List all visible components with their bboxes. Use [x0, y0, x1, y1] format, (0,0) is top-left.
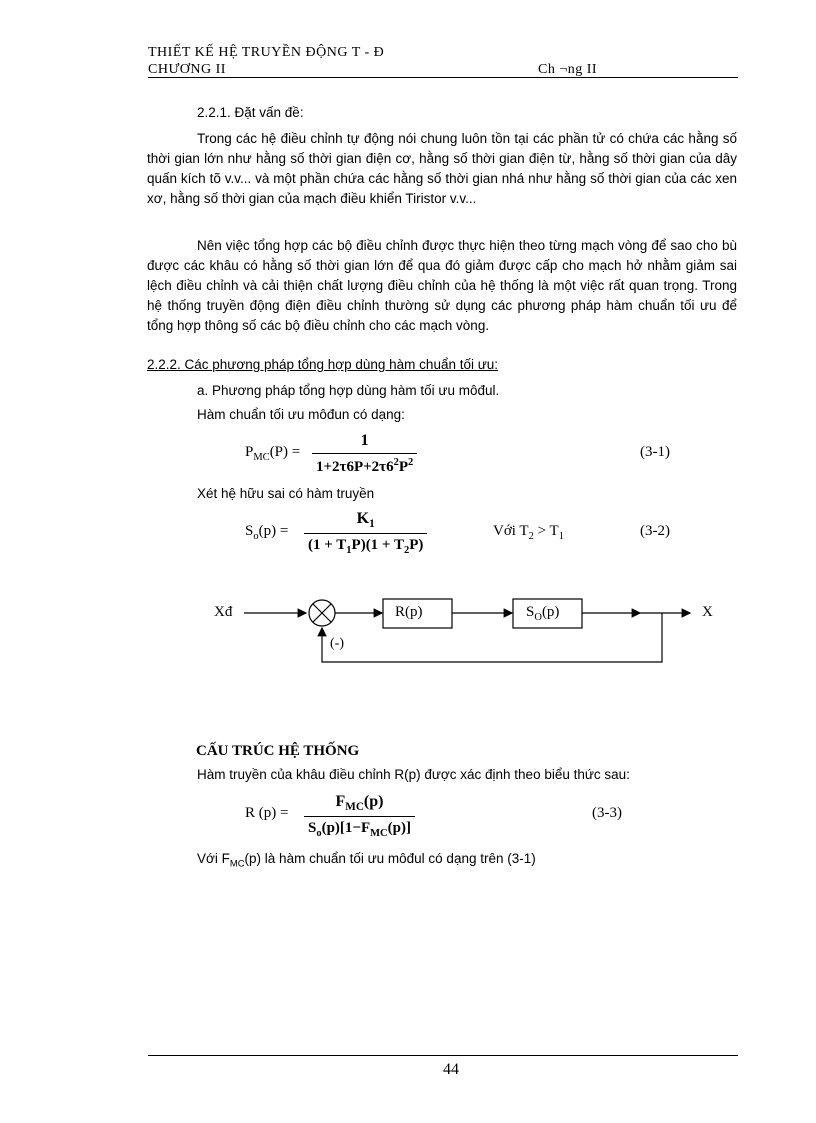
diagram-block-s-label: $S_O(p)$ [526, 604, 560, 623]
system-text: Xét hệ hữu sai có hàm truyền [197, 486, 375, 501]
eq3-lhs: R (p) = [245, 805, 289, 821]
header-chapter: CHƯƠNG II [148, 62, 226, 77]
paragraph-1: Trong các hệ điều chỉnh tự động nói chung luôn tồn tại các phần tử có chứa các hằng số thời gian lớn như hằng số thời gian điện cơ, hằng số thời gian điện từ, hằng số thời gian của dây quấn kích tõ v.v... và một phần chứa các hằng số thời gian nhá như hằng số thời gian của các xen xơ, hằng số thời gian của mạch điều khiển Tiristor v.v... [147, 131, 737, 206]
eq1-lhs: $P_{MC}(P)$ = [245, 444, 301, 463]
diagram-output-label: X [702, 604, 713, 620]
diagram-feedback-sign: (-) [330, 636, 344, 651]
eq1-denominator: $1+2\tau 6P+2\tau 6^2P^2$ [312, 453, 417, 476]
eq2-lhs: $S_o(p)$ = [245, 523, 289, 542]
eq3-numerator: $F_{MC}(p)$ [335, 793, 384, 814]
diagram-input-label: Xđ [214, 604, 233, 620]
eq2-number: (3-2) [640, 523, 670, 539]
eq2-denominator: $(1 + T_1P)(1 + T_2P)$ [304, 533, 427, 556]
footer-rule [148, 1055, 738, 1056]
eq3-fraction [304, 793, 415, 839]
eq3-denominator: $S_o(p)[1-F_{MC}(p)]$ [304, 816, 415, 839]
section-heading-2-2-2: 2.2.2. Các phương pháp tổng hợp dùng hàm chuẩn tối ưu: [147, 357, 499, 372]
structure-text: Hàm truyền của khâu điều chỉnh R(p) được xác định theo biểu thức sau: [197, 767, 630, 782]
feedback-line [322, 613, 662, 662]
eq1-number: (3-1) [640, 444, 670, 460]
modulus-intro: Hàm chuẩn tối ưu môđun có dạng: [197, 407, 405, 422]
structure-heading: CẤU TRÚC HỆ THỐNG [196, 743, 360, 759]
eq2-condition: Với $T_2 > T_1$ [493, 523, 564, 542]
paragraph-2: Nên việc tổng hợp các bộ điều chỉnh được thực hiện theo từng mạch vòng để sao cho bù được các khâu có hằng số thời gian lớn để qua đó giảm được cấp cho mạch hở nhằm giảm sai lệch điều chỉnh và cải thiện chất lượng điều chỉnh của hệ thống là một việc rất quan trọng. Trong hệ thống truyền động điện điều chỉnh thường sử dụng các phương pháp hàm chuẩn tối ưu để tổng hợp thông số các bộ điều chỉnh cho các mạch vòng. [147, 238, 737, 333]
eq2-numerator: $K_1$ [356, 510, 375, 531]
header-chapter-right: Ch ¬ng II [538, 62, 598, 77]
diagram-block-r-label: R(p) [395, 604, 423, 620]
header-title: THIẾT KẾ HỆ TRUYỀN ĐỘNG T - Đ [148, 45, 385, 60]
eq1-numerator: 1 [360, 432, 369, 449]
section-heading-2-2-1: 2.2.1. Đặt vấn đề: [197, 105, 304, 120]
eq3-number: (3-3) [592, 805, 622, 821]
closing-text: Với $F_{MC}(p)$ là hàm chuẩn tối ưu môđul có dạng trên (3-1) [197, 851, 536, 870]
page-number: 44 [443, 1061, 459, 1078]
subsection-a: a. Phương pháp tổng hợp dùng hàm tối ưu môđul. [197, 383, 500, 398]
